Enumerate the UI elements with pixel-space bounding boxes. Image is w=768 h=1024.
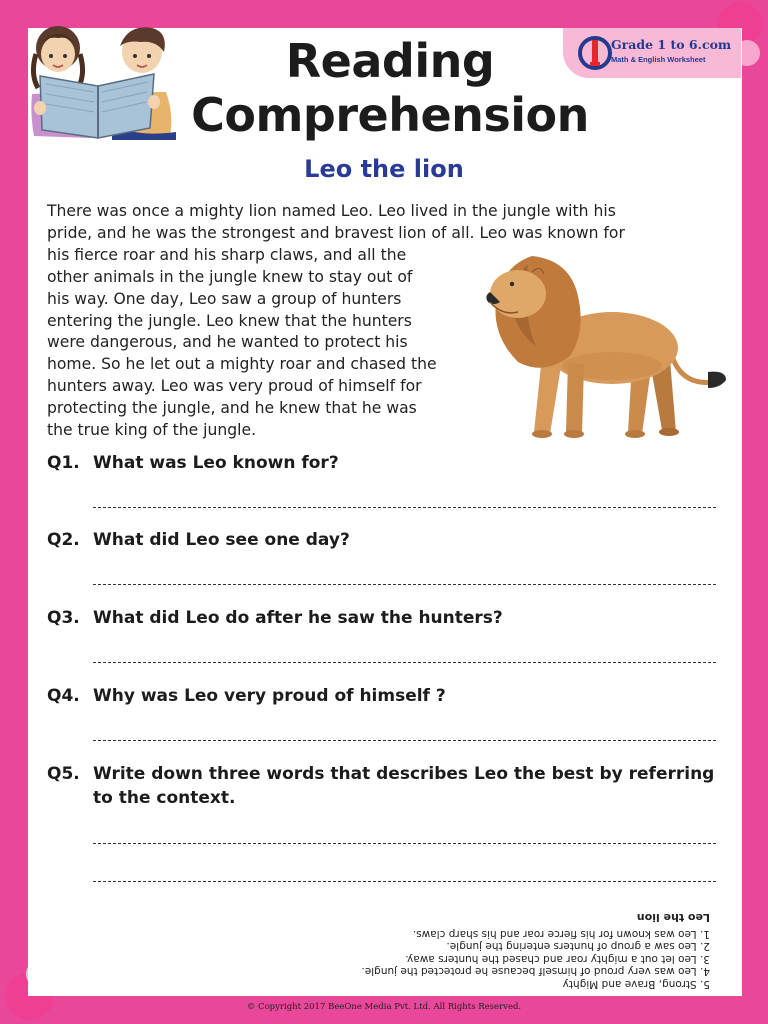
- kids-reading-illustration: [20, 14, 180, 142]
- answer-item: 3. Leo let out a mighty roar and chased the hunters away.: [405, 953, 710, 965]
- answer-key-heading: Leo the lion: [636, 911, 710, 925]
- answer-line-5a[interactable]: [93, 843, 716, 844]
- question-text: What did Leo see one day?: [93, 530, 350, 550]
- answer-line-5b[interactable]: [93, 881, 716, 882]
- question-number: Q4.: [47, 686, 80, 706]
- answer-item: 5. Strong, Brave and Mighty: [562, 978, 710, 990]
- question-1: [47, 451, 727, 475]
- question-number: Q5.: [47, 764, 80, 784]
- question-3: [47, 606, 727, 630]
- passage-line: There was once a mighty lion named Leo. Leo lived in the jungle with his: [47, 202, 616, 220]
- question-number: Q2.: [47, 530, 80, 550]
- answer-line-4[interactable]: [93, 740, 716, 741]
- question-number: Q3.: [47, 608, 80, 628]
- lion-illustration: [482, 236, 732, 442]
- question-5: [47, 762, 727, 810]
- answer-key-upside-down: [180, 890, 710, 990]
- passage-line: his way. One day, Leo saw a group of hunters: [47, 289, 402, 308]
- answer-item: 2. Leo saw a group of hunters entering the jungle.: [446, 940, 710, 953]
- story-title: Leo the lion: [304, 155, 464, 183]
- question-number: Q1.: [47, 453, 80, 473]
- passage-line: home. So he let out a mighty roar and chased the: [47, 355, 437, 374]
- question-text: What did Leo do after he saw the hunters?: [93, 608, 503, 628]
- answer-item: 4. Leo was very proud of himself because he protected the jungle.: [361, 965, 710, 978]
- question-text: What was Leo known for?: [93, 453, 339, 473]
- answer-line-2[interactable]: [93, 584, 716, 585]
- answer-line-1[interactable]: [93, 507, 716, 508]
- logo-title: Grade 1 to 6.com: [611, 37, 732, 52]
- question-text: Why was Leo very proud of himself ?: [93, 686, 446, 706]
- passage-line: pride, and he was the strongest and bravest lion of all. Leo was known for: [47, 223, 625, 242]
- question-text: Write down three words that describes Leo the best by referring to the context.: [93, 764, 715, 808]
- passage-line: were dangerous, and he wanted to protect his: [47, 333, 408, 352]
- passage-line: his fierce roar and his sharp claws, and all the: [47, 245, 407, 264]
- passage-line: entering the jungle. Leo knew that the hunters: [47, 311, 412, 330]
- passage-line: the true king of the jungle.: [47, 421, 257, 440]
- question-2: [47, 528, 727, 552]
- title-line-1: Reading: [285, 34, 495, 88]
- passage-line: hunters away. Leo was very proud of himself for: [47, 377, 422, 396]
- answer-item: 1. Leo was known for his fierce roar and his sharp claws.: [412, 928, 710, 940]
- passage-line: other animals in the jungle knew to stay out of: [47, 267, 413, 286]
- page-title: [170, 34, 610, 142]
- copyright-text: © Copyright 2017 BeeOne Media Pvt. Ltd. All Rights Reserved.: [246, 1002, 522, 1012]
- logo-subtitle: Math & English Worksheet: [611, 55, 706, 64]
- question-4: [47, 684, 727, 708]
- answer-line-3[interactable]: [93, 662, 716, 663]
- title-line-2: Comprehension: [191, 88, 589, 142]
- passage-line: protecting the jungle, and he knew that he was: [47, 399, 417, 418]
